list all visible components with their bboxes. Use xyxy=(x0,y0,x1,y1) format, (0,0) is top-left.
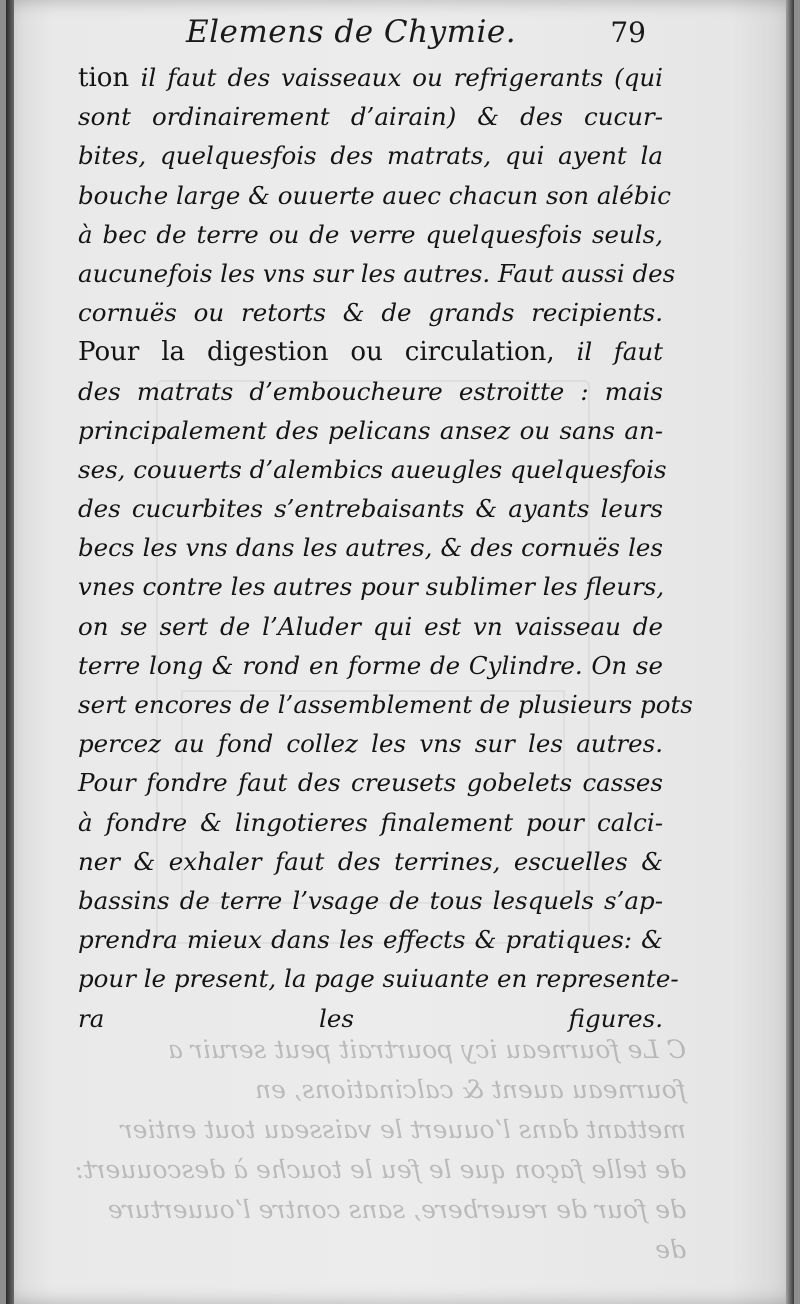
text-line xyxy=(78,646,663,685)
italic-text: cornuës ou retorts & de grands recipients. xyxy=(78,298,663,328)
text-line xyxy=(78,724,663,763)
text-line xyxy=(78,136,663,175)
roman-text: Pour la digestion ou circulation, xyxy=(78,337,577,368)
text-line xyxy=(78,176,672,215)
italic-text: bites, quelquesfois des matrats, qui ayent la xyxy=(78,141,663,171)
text-line xyxy=(78,372,663,411)
italic-text: ses, couuerts d’alembics aueugles quelquesfois xyxy=(78,454,667,484)
italic-text: il faut des vaisseaux ou refrigerants (qui xyxy=(140,63,663,92)
bleed-through-text xyxy=(66,1030,686,1290)
italic-text: becs les vns dans les autres, & des cornuës les xyxy=(78,533,663,563)
text-line xyxy=(78,332,663,371)
italic-text: bouche large & ouuerte auec chacun son alébic xyxy=(78,180,672,210)
bleed-through-line: de xyxy=(655,1235,686,1264)
italic-text: à bec de terre ou de verre quelquesfois seuls, xyxy=(78,219,663,249)
text-line xyxy=(78,97,663,136)
italic-text: aucunefois les vns sur les autres. Faut aussi des xyxy=(78,258,676,288)
page-number: 79 xyxy=(610,16,646,49)
italic-text: principalement des pelicans ansez ou sans an- xyxy=(78,415,663,445)
bleed-through-line: fourneau auent & calcinations, en xyxy=(254,1075,686,1104)
page-header xyxy=(186,10,646,54)
text-line xyxy=(78,842,663,881)
italic-text: terre long & rond en forme de Cylindre. On se xyxy=(78,650,663,680)
italic-text: pour le present, la page suiuante en represente- xyxy=(78,964,679,994)
page-right-edge xyxy=(786,0,794,1304)
book-page xyxy=(6,0,794,1304)
italic-text: ner & exhaler faut des terrines, escuelles & xyxy=(78,846,663,876)
text-line xyxy=(78,685,693,724)
italic-text: des cucurbites s’entrebaisants & ayants leurs xyxy=(78,494,663,524)
italic-text: Pour fondre faut des creusets gobelets casses xyxy=(78,768,663,798)
text-line xyxy=(78,803,663,842)
text-line xyxy=(78,567,663,606)
text-line xyxy=(78,881,663,920)
text-line xyxy=(78,58,663,97)
page-left-edge xyxy=(6,0,14,1304)
italic-text: ra les figures. xyxy=(78,1003,663,1033)
text-line xyxy=(78,959,679,998)
body-text xyxy=(78,58,693,1038)
italic-text: sert encores de l’assemblement de plusieurs pots xyxy=(78,690,693,719)
text-line xyxy=(78,215,663,254)
italic-text: sont ordinairement d’airain) & des cucur- xyxy=(78,102,663,132)
text-line xyxy=(78,489,663,528)
running-title: Elemens de Chymie. xyxy=(186,14,517,50)
italic-text: à fondre & lingotieres finalement pour calci- xyxy=(78,807,663,837)
italic-text: percez au fond collez les vns sur les autres. xyxy=(78,729,663,759)
italic-text: on se sert de l’Aluder qui est vn vaisseau de xyxy=(78,611,663,641)
italic-text: prendra mieux dans les effects & pratiques: & xyxy=(78,925,663,955)
italic-text: vnes contre les autres pour sublimer les fleurs, xyxy=(78,572,665,602)
roman-text: tion xyxy=(78,63,141,93)
text-line xyxy=(78,763,663,802)
italic-text: bassins de terre l’vsage de tous lesquels s’ap- xyxy=(78,885,663,915)
text-line xyxy=(78,450,667,489)
text-line xyxy=(78,920,663,959)
text-line xyxy=(78,607,663,646)
bleed-through-line: mettant dans l’ouuert le vaisseau tout entier xyxy=(120,1115,686,1144)
text-line xyxy=(78,411,663,450)
italic-text: il faut xyxy=(576,337,664,367)
text-line xyxy=(78,254,676,293)
bleed-through-line: C Le fourneau icy pourtrait peut seruir a xyxy=(167,1035,686,1064)
text-line xyxy=(78,528,663,567)
italic-text: des matrats d’emboucheure estroitte : mais xyxy=(78,376,663,406)
bleed-through-line: de four de reuerbere, sans contre l’ouuerture xyxy=(107,1195,686,1224)
bleed-through-line: de telle façon que le feu le touche à descouuert: xyxy=(75,1155,686,1184)
text-line xyxy=(78,293,663,332)
